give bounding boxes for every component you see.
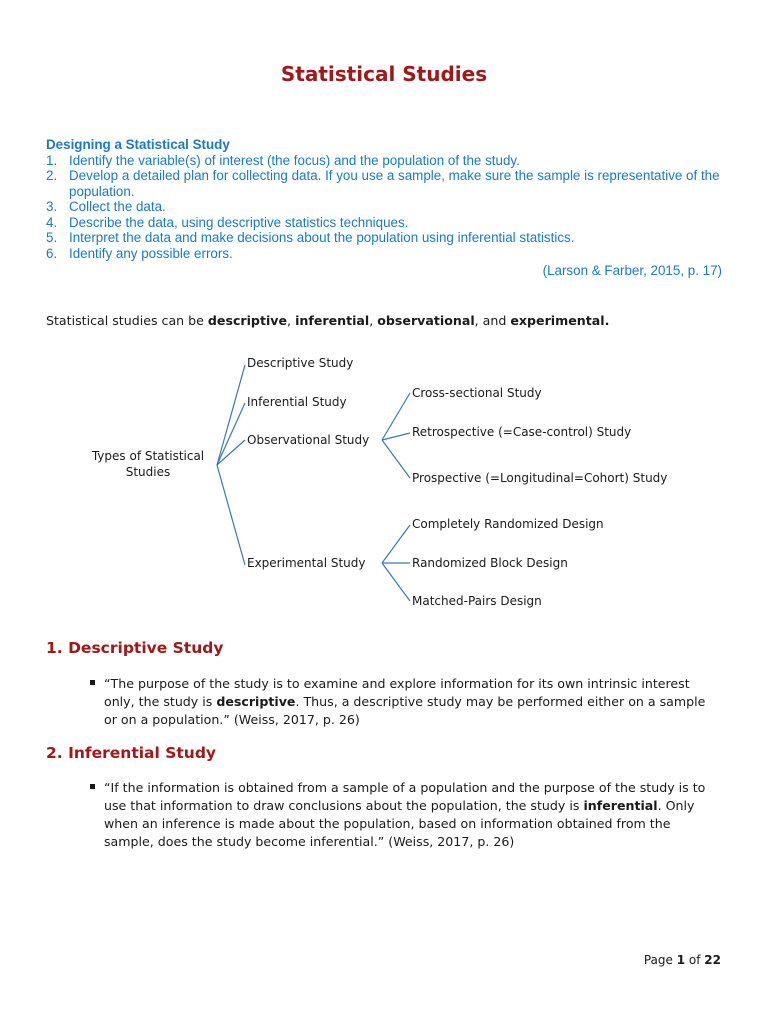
branch-line <box>382 563 410 601</box>
design-step <box>46 168 722 199</box>
bullet-icon <box>90 784 95 789</box>
design-citation: (Larson & Farber, 2015, p. 17) <box>542 263 722 278</box>
quote-text: . Thus, a descriptive study may be performed either on a sample or on a population.” (Weiss, 2017, p. 26) <box>104 694 706 727</box>
step-number: 2. <box>46 168 58 183</box>
node-completely-randomized: Completely Randomized Design <box>412 517 604 531</box>
quote-text: . Only when an inference is made about the population, based on information obtained from the sample, does the study become inferential.” (Weiss, 2017, p. 26) <box>104 798 695 849</box>
branch-line <box>217 465 245 565</box>
step-text: Interpret the data and make decisions about the population using inferential statistics. <box>69 230 575 245</box>
step-text: Identify any possible errors. <box>69 245 233 261</box>
node-retrospective: Retrospective (=Case-control) Study <box>412 425 632 439</box>
design-step <box>46 230 722 246</box>
branch-line <box>217 365 245 465</box>
diagram-root-label: Types of Statistical Studies <box>91 449 205 479</box>
inferential-quote <box>90 779 720 851</box>
intro-term: descriptive <box>207 313 288 328</box>
node-matched-pairs: Matched-Pairs Design <box>412 594 542 608</box>
step-text: Identify the variable(s) of interest (the focus) and the population of the study. <box>69 152 520 168</box>
intro-term: experimental <box>510 313 605 328</box>
intro-text: , <box>287 313 296 328</box>
step-text: Describe the data, using descriptive statistics techniques. <box>69 214 409 230</box>
quote-text: “If the information is obtained from a sample of a population and the purpose of the study is to use that information to draw conclusions about the population, the study is <box>104 780 706 813</box>
step-number: 6. <box>46 245 58 261</box>
branch-line <box>382 440 410 478</box>
node-randomized-block: Randomized Block Design <box>412 556 568 570</box>
design-heading: Designing a Statistical Study <box>46 137 230 152</box>
step-text: Develop a detailed plan for collecting data. If you use a sample, make sure the sample is representative of the population. <box>69 168 720 199</box>
intro-term: inferential <box>295 313 370 328</box>
step-text: Collect the data. <box>69 199 166 214</box>
design-step <box>46 153 722 169</box>
intro-text: . <box>604 313 610 328</box>
descriptive-quote <box>90 675 720 729</box>
intro-text: Statistical studies can be <box>46 313 208 328</box>
node-descriptive: Descriptive Study <box>247 356 354 370</box>
step-number: 4. <box>46 214 58 230</box>
node-experimental: Experimental Study <box>247 556 366 570</box>
page-label: Page <box>643 953 677 967</box>
branch-line <box>382 433 410 440</box>
page-total: 22 <box>704 953 721 967</box>
intro-sentence <box>46 313 609 328</box>
intro-text: , <box>369 313 378 328</box>
branch-line <box>382 393 410 440</box>
design-steps-list <box>46 153 722 262</box>
design-steps-box <box>46 137 722 279</box>
design-step <box>46 215 722 231</box>
quote-text: “The purpose of the study is to examine and explore information for its own intrinsic interest only, the study is <box>104 676 690 709</box>
intro-term: observational <box>377 313 475 328</box>
step-number: 3. <box>46 199 58 214</box>
page-label: of <box>685 953 705 967</box>
branch-line <box>217 403 245 465</box>
node-observational: Observational Study <box>247 433 370 447</box>
step-number: 1. <box>46 152 58 168</box>
intro-text: , and <box>474 313 511 328</box>
step-number: 5. <box>46 230 58 245</box>
quote-term: inferential <box>583 798 658 813</box>
branch-line <box>382 525 410 563</box>
bullet-icon <box>90 680 95 685</box>
section-heading-descriptive: 1. Descriptive Study <box>46 639 224 657</box>
page-current: 1 <box>676 953 686 967</box>
section-heading-inferential: 2. Inferential Study <box>46 744 217 762</box>
branch-line <box>217 440 245 465</box>
node-prospective: Prospective (=Longitudinal=Cohort) Study <box>412 471 668 485</box>
page-title: Statistical Studies <box>280 62 488 86</box>
design-step <box>46 199 722 215</box>
node-inferential: Inferential Study <box>247 395 347 409</box>
design-step <box>46 246 722 262</box>
page-number <box>644 953 721 967</box>
quote-term: descriptive <box>216 694 296 709</box>
node-cross-sectional: Cross-sectional Study <box>412 386 542 400</box>
